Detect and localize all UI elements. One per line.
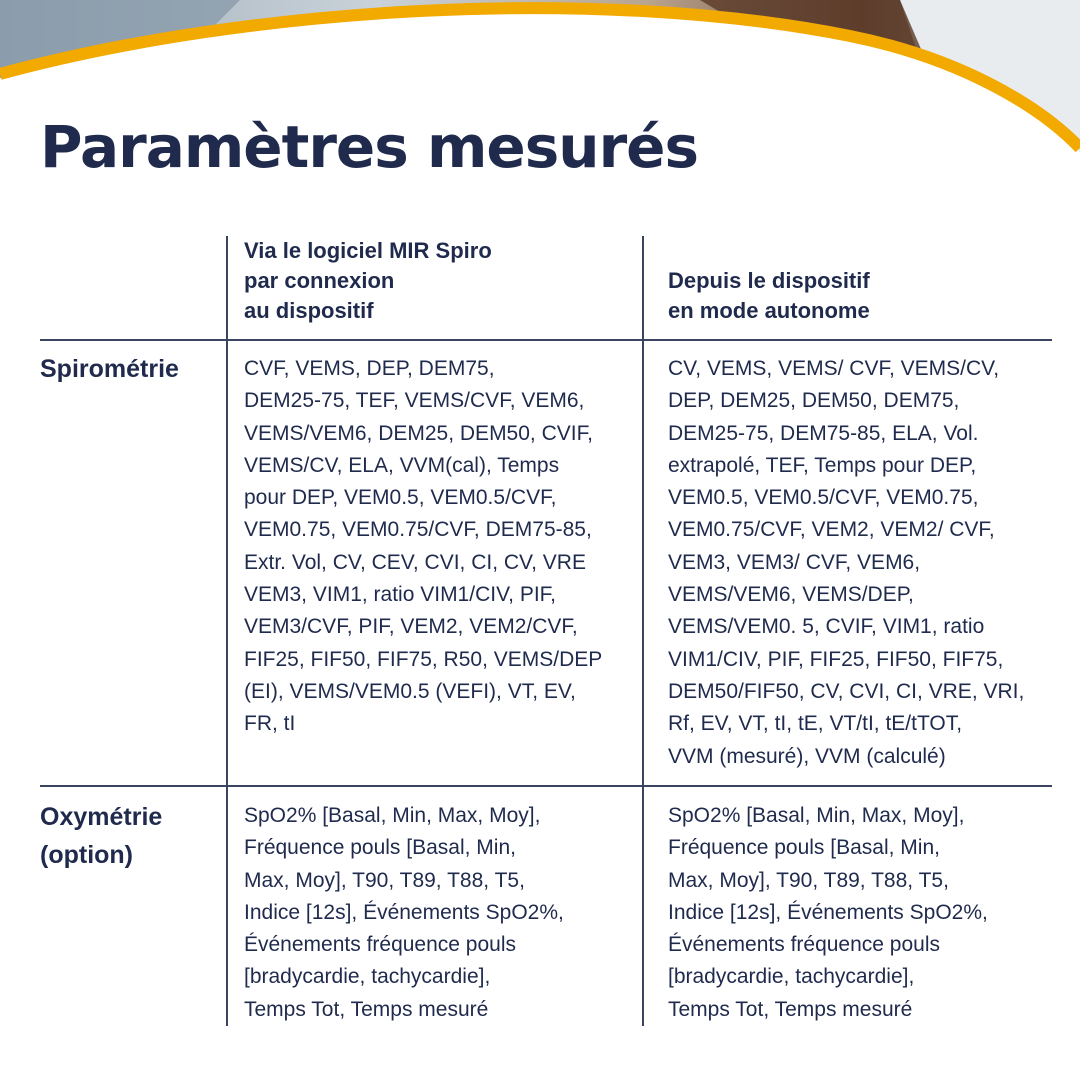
page-title: Paramètres mesurés: [40, 113, 699, 181]
column-header-software: Via le logiciel MIR Spiro par connexion au dispositif: [244, 238, 492, 323]
row-divider: [40, 339, 1052, 341]
cell-spirometry-software: CVF, VEMS, DEP, DEM75, DEM25-75, TEF, VEMS/CVF, VEM6, VEMS/VEM6, DEM25, DEM50, CVIF, VEMS/CV, ELA, VVM(cal), Temps pour DEP, VEM0.5, VEM0.5/CVF, VEM0.75, VEM0.75/CVF, DEM75-85, Extr. Vol, CV, CEV, CVI, CI, CV, VRE VEM3, VIM1, ratio VIM1/CIV, PIF, VEM3/CVF, PIF, VEM2, VEM2/CVF, FIF25, FIF50, FIF75, R50, VEMS/DEP (EI), VEMS/VEM0.5 (VEFI), VT, EV, FR, tI: [244, 357, 603, 736]
row-divider: [40, 785, 1052, 787]
cell-oximetry-device: SpO2% [Basal, Min, Max, Moy], Fréquence pouls [Basal, Min, Max, Moy], T90, T89, T88, T5, Indice [12s], Événements SpO2%, Événements fréquence pouls [bradycardie, tachycardie], Temps Tot, Temps mesuré: [668, 804, 988, 1021]
column-divider: [642, 236, 644, 1026]
row-label-spirometry: Spirométrie: [40, 355, 179, 383]
cell-spirometry-device: CV, VEMS, VEMS/ CVF, VEMS/CV, DEP, DEM25, DEM50, DEM75, DEM25-75, DEM75-85, ELA, Vol. extrapolé, TEF, Temps pour DEP, VEM0.5, VEM0.5/CVF, VEM0.75, VEM0.75/CVF, VEM2, VEM2/ CVF, VEM3, VEM3/ CVF, VEM6, VEMS/VEM6, VEMS/DEP, VEMS/VEM0. 5, CVIF, VIM1, ratio VIM1/CIV, PIF, FIF25, FIF50, FIF75, DEM50/FIF50, CV, CVI, CI, VRE, VRI, Rf, EV, VT, tI, tE, VT/tI, tE/tTOT, VVM (mesuré), VVM (calculé): [668, 357, 1025, 768]
cell-oximetry-software: SpO2% [Basal, Min, Max, Moy], Fréquence pouls [Basal, Min, Max, Moy], T90, T89, T88, T5, Indice [12s], Événements SpO2%, Événements fréquence pouls [bradycardie, tachycardie], Temps Tot, Temps mesuré: [244, 804, 564, 1021]
column-header-device: Depuis le dispositif en mode autonome: [668, 268, 870, 323]
column-divider: [226, 236, 228, 1026]
row-label-oximetry: Oxymétrie (option): [40, 803, 163, 869]
